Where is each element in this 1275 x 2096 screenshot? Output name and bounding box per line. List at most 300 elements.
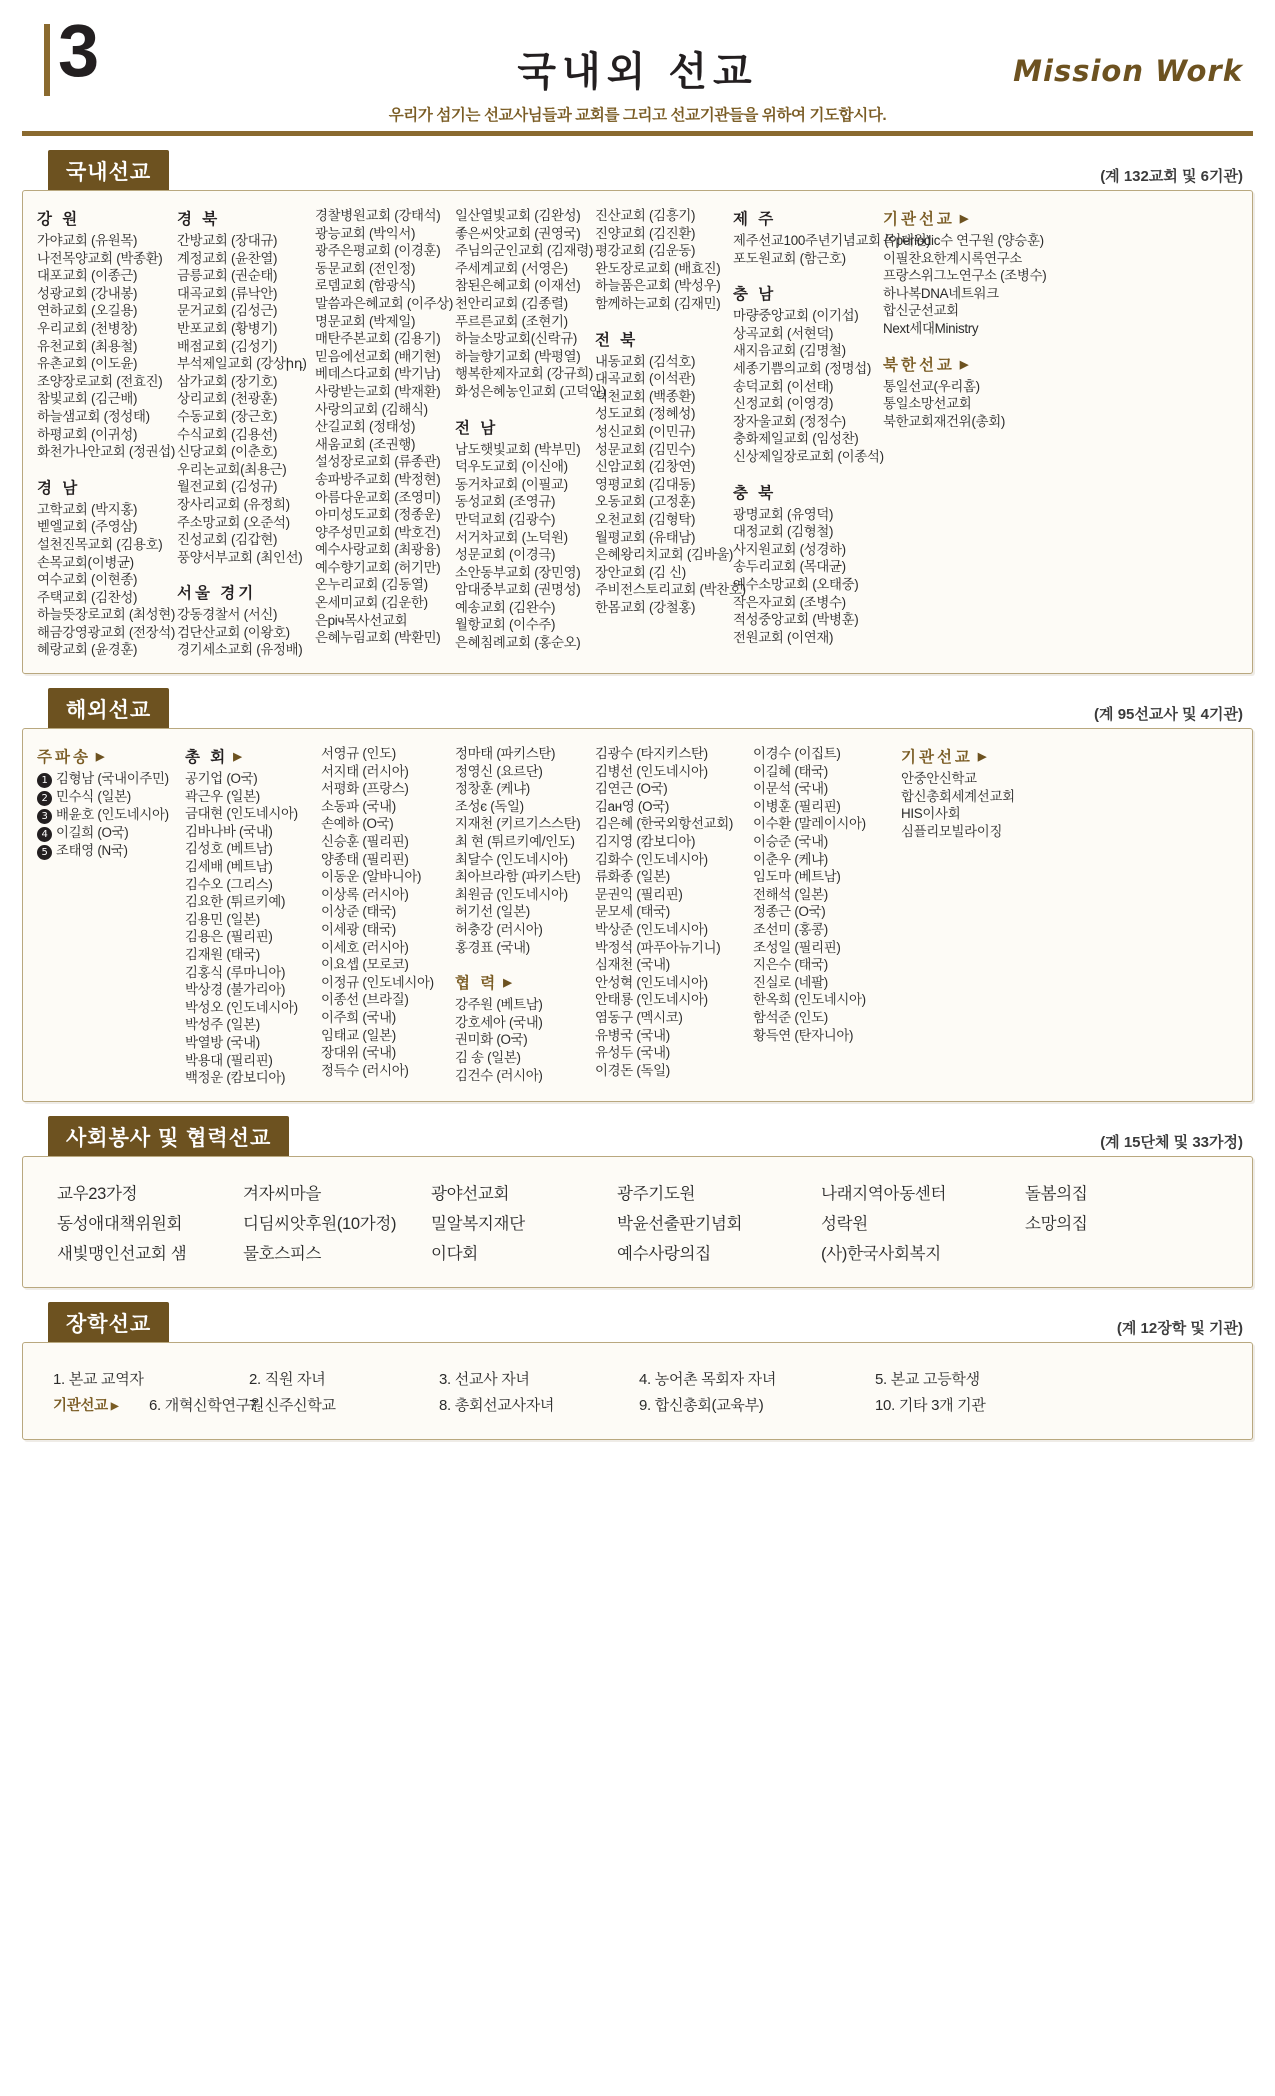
mission-entry: 김ан영 (O국) xyxy=(595,798,670,814)
mission-entry: 상곡교회 (서현덕) xyxy=(733,325,834,341)
mission-entry: 황득연 (탄자니아) xyxy=(753,1027,854,1043)
mission-entry: 최원금 (인도네시아) xyxy=(455,886,568,902)
mission-entry: 부석제일교회 (강상իդ) xyxy=(177,356,307,372)
domestic-mission-panel xyxy=(22,190,1253,674)
mission-entry: 적성중앙교회 (박병훈) xyxy=(733,612,859,628)
mission-entry: 진산교회 (김흥기) xyxy=(595,208,696,223)
group-spacer xyxy=(733,466,875,481)
mission-entry: 김연근 (O국) xyxy=(595,781,668,797)
mission-entry: 함석준 (인도) xyxy=(753,1009,828,1025)
mission-entry: 충화제일교회 (임성찬) xyxy=(733,431,859,447)
mission-entry: 손예하 (O국) xyxy=(321,816,394,832)
mission-entry: 계정교회 (윤찬열) xyxy=(177,250,278,266)
social-service-section xyxy=(22,1116,1253,1288)
mission-entry: 김병선 (인도네시아) xyxy=(595,763,708,779)
mission-column xyxy=(321,745,455,1087)
social-service-entry: 교우23가정 xyxy=(57,1184,138,1203)
group-title: 강 원 xyxy=(37,211,81,228)
mission-entry: 통일소망선교회 xyxy=(883,396,972,412)
page-number: 3 xyxy=(58,9,98,92)
scholarship-item: 4. 농어촌 목회자 자녀 xyxy=(639,1370,777,1388)
mission-entry: 안중안신학교 xyxy=(901,771,977,787)
social-service-panel xyxy=(22,1156,1253,1288)
mission-entry: 송두리교회 (목대균) xyxy=(733,559,846,575)
domestic-mission-header xyxy=(22,150,1253,190)
mission-entry: 박성주 (일본) xyxy=(185,1017,260,1033)
mission-entry: 이상록 (러시아) xyxy=(321,886,409,902)
mission-entry: 이요셉 (모로코) xyxy=(321,957,409,973)
mission-entry: 프랑스위그노연구소 (조병수) xyxy=(883,268,1047,284)
mission-entry: 대포교회 (이종근) xyxy=(37,268,138,284)
mission-entry: 신암교회 (김창연) xyxy=(595,459,696,475)
mission-entry: 검단산교회 (이왕호) xyxy=(177,624,290,640)
mission-entry: 권미화 (O국) xyxy=(455,1032,528,1048)
mission-entry xyxy=(37,788,177,806)
mission-entry: 덕천교회 (백종환) xyxy=(595,388,696,404)
group-spacer xyxy=(177,566,307,581)
mission-entry: 상리교회 (천광훈) xyxy=(177,391,278,407)
mission-entry: 소안동부교회 (장민영) xyxy=(455,564,581,580)
mission-entry: 김건수 (러시아) xyxy=(455,1067,543,1083)
mission-entry: 류화종 (일본) xyxy=(595,869,670,885)
mission-entry xyxy=(37,770,177,788)
mission-column xyxy=(455,745,595,1087)
mission-entry: 강동경찰서 (서신) xyxy=(177,607,278,623)
social-service-entry: 예수사랑의집 xyxy=(617,1244,711,1263)
mission-entry: 가야교회 (유원목) xyxy=(37,233,138,248)
mission-entry: 세종기쁨의교회 (정명섭) xyxy=(733,360,872,376)
mission-entry: 성광교회 (강내봉) xyxy=(37,285,138,301)
social-service-entry: 광야선교회 xyxy=(431,1184,510,1203)
social-service-header xyxy=(22,1116,1253,1156)
mission-entry: 금릉교회 (권순태) xyxy=(177,268,278,284)
mission-entry: 내동교회 (김석호) xyxy=(595,353,696,369)
group-title: 서울 경기 xyxy=(177,585,257,603)
mission-entry: 진성교회 (김갑현) xyxy=(177,532,278,548)
scholarship-item: 1. 본교 교역자 xyxy=(53,1370,144,1388)
mission-entry: 공기업 (O국) xyxy=(185,771,258,787)
mission-entry: 김요한 (튀르키예) xyxy=(185,894,286,910)
mission-entry: 하늘품은교회 (박성우) xyxy=(595,278,721,294)
mission-entry: 여수교회 (이현종) xyxy=(37,572,138,588)
group-spacer xyxy=(595,313,725,328)
mission-entry: 벧엘교회 (주영삼) xyxy=(37,519,138,535)
mission-entry: 김지영 (캄보디아) xyxy=(595,834,696,850)
mission-entry: 서지태 (러시아) xyxy=(321,763,409,779)
social-service-column xyxy=(243,1179,431,1269)
social-service-tab: 사회봉사 및 협력선교 xyxy=(48,1116,289,1159)
mission-entry: 삼가교회 (장기호) xyxy=(177,373,278,389)
mission-column xyxy=(185,745,321,1087)
mission-entry: 지재천 (키르기스스탄) xyxy=(455,816,581,832)
mission-entry: 주택교회 (김찬성) xyxy=(37,589,138,605)
mission-entry: 풍양서부교회 (최인선) xyxy=(177,549,303,565)
mission-entry: Next세대Ministry xyxy=(883,320,979,336)
mission-entry: 백정운 (캄보디아) xyxy=(185,1070,286,1086)
mission-entry: 하평교회 (이귀성) xyxy=(37,426,138,442)
social-service-entry: 나래지역아동센터 xyxy=(821,1184,947,1203)
group-title: 전 북 xyxy=(595,331,639,349)
group-title: 제 주 xyxy=(733,211,777,228)
domestic-mission-count: (계 132교회 및 6기관) xyxy=(1100,168,1243,185)
mission-entry: 김재원 (태국) xyxy=(185,947,260,962)
scholarship-item: 3. 선교사 자녀 xyxy=(439,1370,530,1388)
mission-entry: 신승훈 (필리핀) xyxy=(321,834,409,850)
mission-entry: 참빛교회 (김근배) xyxy=(37,391,138,407)
group-spacer xyxy=(455,401,587,416)
group-spacer xyxy=(455,956,587,971)
mission-entry: 우리논교회(최용근) xyxy=(177,461,287,477)
mission-entry: 장자울교회 (정정수) xyxy=(733,413,846,429)
mission-entry: 이경돈 (독일) xyxy=(595,1062,670,1078)
social-service-entry: 동성애대책위원회 xyxy=(57,1214,183,1233)
mission-entry: 주세계교회 (서영은) xyxy=(455,260,568,276)
mission-column xyxy=(37,207,177,659)
mission-column xyxy=(37,745,185,1087)
mission-entry: 성도교회 (정혜성) xyxy=(595,406,696,422)
mission-entry: 온누리교회 (김동열) xyxy=(315,577,428,593)
mission-entry: 대정교회 (김형철) xyxy=(733,524,834,540)
mission-entry: 대곡교회 (이석관) xyxy=(595,371,696,387)
overseas-mission-tab: 해외선교 xyxy=(48,688,169,731)
social-service-entry: 소망의집 xyxy=(1025,1214,1088,1233)
mission-entry: 하늘소망교회(신락규) xyxy=(455,331,578,347)
social-service-column xyxy=(431,1179,617,1269)
social-service-column xyxy=(1025,1179,1165,1269)
mission-entry: 이수환 (말레이시아) xyxy=(753,816,866,832)
mission-entry: 박성오 (인도네시아) xyxy=(185,999,298,1015)
mission-entry: 온세미교회 (김운한) xyxy=(315,595,428,611)
mission-entry: 말씀과은혜교회 (이주상) xyxy=(315,295,454,311)
mission-entry: 정영신 (요르단) xyxy=(455,763,543,779)
scholarship-item: 5. 본교 고등학생 xyxy=(875,1370,980,1388)
domestic-mission-tab: 국내선교 xyxy=(48,150,169,193)
scholarship-tab: 장학선교 xyxy=(48,1302,169,1345)
mission-entry: 제주선교100주년기념교회 (이대원) xyxy=(733,233,931,248)
mission-entry: 김용은 (필리핀) xyxy=(185,929,273,945)
mission-entry: 이세광 (태국) xyxy=(321,922,396,937)
entry-number-badge: 1 xyxy=(37,773,52,788)
entry-number-badge: 4 xyxy=(37,827,52,842)
mission-entry: 만덕교회 (김광수) xyxy=(455,511,556,527)
scholarship-item: 9. 합신총회(교육부) xyxy=(639,1396,764,1414)
mission-entry: 예수사랑교회 (최광융) xyxy=(315,542,441,558)
mission-entry: 유촌교회 (이도윤) xyxy=(37,356,138,372)
social-service-entry: 겨자씨마을 xyxy=(243,1184,322,1203)
entry-label: 조태영 (N국) xyxy=(56,843,128,859)
entry-number-badge: 3 xyxy=(37,809,52,824)
mission-entry: 하나복DNA네트워크 xyxy=(883,285,999,301)
mission-column xyxy=(455,207,606,659)
mission-entry: 성신교회 (이민규) xyxy=(595,423,696,439)
mission-entry: 정득수 (러시아) xyxy=(321,1062,409,1078)
mission-entry: 조양장로교회 (전효진) xyxy=(37,373,163,389)
group-title: 충 북 xyxy=(733,484,777,502)
mission-entry: HIS이사회 xyxy=(901,806,961,822)
mission-entry: 천안리교회 (김종렬) xyxy=(455,295,568,311)
mission-entry: 이세호 (러시아) xyxy=(321,939,409,955)
mission-entry: 성문교회 (김민수) xyxy=(595,441,696,457)
mission-entry: 장사리교회 (유정희) xyxy=(177,496,290,512)
mission-entry: 박상경 (불가리아) xyxy=(185,982,286,998)
mission-entry: 월평교회 (유태남) xyxy=(595,529,696,545)
social-service-entry: 광주기도원 xyxy=(617,1184,696,1203)
mission-entry: 정종근 (O국) xyxy=(753,904,826,920)
mission-column xyxy=(595,207,746,659)
mission-entry: 연하교회 (오길용) xyxy=(37,303,138,319)
mission-entry: 문모세 (태국) xyxy=(595,904,670,920)
scholarship-section xyxy=(22,1302,1253,1440)
mission-entry: 유병국 (국내) xyxy=(595,1027,670,1043)
mission-entry: 하늘샘교회 (정성태) xyxy=(37,408,150,424)
mission-entry: 완도장로교회 (배효진) xyxy=(595,260,721,276)
group-spacer xyxy=(733,267,875,282)
mission-entry: 새지음교회 (김명철) xyxy=(733,343,846,359)
mission-entry: 조성є (독일) xyxy=(455,798,524,814)
mission-entry: 반포교회 (황병기) xyxy=(177,320,278,336)
mission-entry: 문거교회 (김성근) xyxy=(177,303,278,319)
scholarship-item: 6. 개혁신학연구원 xyxy=(149,1396,265,1414)
mission-entry: 광능교회 (박익서) xyxy=(315,225,416,241)
mission-entry: 은혜침례교회 (홍순오) xyxy=(455,635,581,651)
mission-entry: 전원교회 (이연재) xyxy=(733,629,834,645)
mission-entry: 전해석 (일본) xyxy=(753,886,828,902)
mission-entry: 강주원 (베트남) xyxy=(455,997,543,1013)
mission-entry: 예수향기교회 (허기만) xyxy=(315,559,441,575)
mission-entry: 김용민 (일본) xyxy=(185,911,260,927)
mission-entry: 문권익 (필리핀) xyxy=(595,886,683,902)
mission-column xyxy=(883,207,1061,659)
social-service-column xyxy=(617,1179,821,1269)
mission-entry: 설성장로교회 (류종관) xyxy=(315,454,441,470)
mission-entry: 목periodic수 연구원 (양승훈) xyxy=(883,233,1044,248)
mission-entry: 허기선 (일본) xyxy=(455,904,530,920)
mission-entry: 고학교회 (박지홍) xyxy=(37,501,138,517)
mission-entry: 한옥희 (인도네시아) xyxy=(753,992,866,1008)
mission-column xyxy=(315,207,455,659)
mission-entry: 광주은평교회 (이경훈) xyxy=(315,243,441,259)
mission-entry: 최아브라함 (파키스탄) xyxy=(455,869,581,885)
mission-entry: 해금강영광교회 (전장석) xyxy=(37,624,176,640)
mission-entry: 일산열빛교회 (김완성) xyxy=(455,208,581,223)
mission-entry: 진양교회 (김진환) xyxy=(595,225,696,241)
mission-entry: 정창훈 (케냐) xyxy=(455,781,530,797)
mission-entry: 최 현 (튀르키예/인도) xyxy=(455,834,575,850)
mission-entry: 신상제일장로교회 (이종석) xyxy=(733,448,884,464)
mission-entry: 한몸교회 (강철홍) xyxy=(595,599,696,615)
mission-entry: 하늘향기교회 (박평열) xyxy=(455,348,581,364)
overseas-mission-header xyxy=(22,688,1253,728)
mission-entry: 김은혜 (한국외항선교회) xyxy=(595,816,734,832)
mission-entry: 행복한제자교회 (강규희) xyxy=(455,366,594,382)
mission-entry: 안태룡 (인도네시아) xyxy=(595,992,708,1008)
mission-entry: 김세배 (베트남) xyxy=(185,859,273,875)
scholarship-count: (계 12장학 및 기관) xyxy=(1116,1319,1243,1337)
social-service-entry: (사)한국사회복지 xyxy=(821,1244,941,1263)
mission-entry xyxy=(37,842,177,860)
mission-entry: 서영규 (인도) xyxy=(321,746,396,762)
mission-entry: 이병훈 (필리핀) xyxy=(753,798,841,814)
group-spacer xyxy=(37,461,169,476)
page-title: 국내외 선교 xyxy=(517,50,758,94)
mission-entry: 박정석 (파푸아뉴기니) xyxy=(595,939,721,955)
mission-entry: 박용대 (필리핀) xyxy=(185,1052,273,1068)
mission-entry: 임도마 (베트남) xyxy=(753,869,841,885)
scholarship-header xyxy=(22,1302,1253,1342)
mission-entry: 신정교회 (이영경) xyxy=(733,396,834,412)
mission-entry: 조선미 (홍콩) xyxy=(753,922,828,937)
mission-entry: 은річ목사선교회 xyxy=(315,612,408,628)
mission-entry: 이길혜 (태국) xyxy=(753,763,828,779)
mission-entry: 박상준 (인도네시아) xyxy=(595,922,708,937)
overseas-mission-panel xyxy=(22,728,1253,1102)
social-service-entry: 이다회 xyxy=(431,1244,478,1263)
mission-entry: 양종태 (필리핀) xyxy=(321,851,409,867)
mission-entry: 마량중앙교회 (이기섭) xyxy=(733,308,859,324)
mission-entry: 양주성민교회 (박호건) xyxy=(315,524,441,540)
mission-entry: 이춘우 (케냐) xyxy=(753,851,828,867)
group-title: 전 남 xyxy=(455,419,499,437)
mission-entry: 나전목양교회 (박종환) xyxy=(37,250,163,266)
mission-entry: 소동파 (국내) xyxy=(321,798,396,814)
scholarship-row xyxy=(53,1367,1222,1393)
mission-entry: 아미성도교회 (정종운) xyxy=(315,507,441,523)
mission-entry: 사지원교회 (성경하) xyxy=(733,541,846,557)
mission-entry: 은혜왕리치교회 (김바울) xyxy=(595,547,734,563)
mission-entry: 지은수 (태국) xyxy=(753,957,828,973)
mission-entry: 허충강 (러시아) xyxy=(455,922,543,937)
mission-entry: 동성교회 (조영규) xyxy=(455,494,556,510)
mission-entry: 화천가나안교회 (정권섭) xyxy=(37,444,176,460)
mission-column xyxy=(595,745,753,1087)
group-title: 주파송 ▶ xyxy=(37,745,177,767)
social-service-column xyxy=(57,1179,243,1269)
social-service-entry: 돌봄의집 xyxy=(1025,1184,1088,1203)
mission-entry: 김화수 (인도네시아) xyxy=(595,851,708,867)
mission-entry: 포도원교회 (함근호) xyxy=(733,250,846,266)
domestic-mission-columns xyxy=(37,207,1238,659)
mission-entry: 수동교회 (장근호) xyxy=(177,408,278,424)
mission-entry: 작은자교회 (조병수) xyxy=(733,594,846,610)
mission-column xyxy=(753,745,901,1087)
mission-entry: 남도햇빛교회 (박부민) xyxy=(455,441,581,457)
mission-entry: 서거차교회 (노덕원) xyxy=(455,529,568,545)
mission-entry: 성문교회 (이경극) xyxy=(455,547,556,563)
mission-entry: 영평교회 (김대동) xyxy=(595,476,696,492)
mission-entry: 주소망교회 (오준석) xyxy=(177,514,290,530)
entry-label: 이길희 (O국) xyxy=(56,825,129,841)
mission-entry: 참된은혜교회 (이재선) xyxy=(455,278,581,294)
mission-entry: 오동교회 (고정훈) xyxy=(595,494,696,510)
mission-entry: 강호세아 (국내) xyxy=(455,1014,543,1030)
mission-entry: 은혜누림교회 (박환민) xyxy=(315,630,441,646)
mission-entry: 손목교회(이병균) xyxy=(37,554,134,570)
mission-entry: 암대중부교회 (권명성) xyxy=(455,582,581,598)
mission-entry: 평강교회 (김운동) xyxy=(595,243,696,259)
mission-entry: 서평화 (프랑스) xyxy=(321,781,409,797)
mission-entry: 이종선 (브라질) xyxy=(321,992,409,1008)
social-service-entry: 새빛맹인선교회 샘 xyxy=(57,1244,187,1263)
mission-entry: 함께하는교회 (김재민) xyxy=(595,295,721,311)
mission-entry: 사랑의교회 (김해식) xyxy=(315,401,428,417)
mission-entry: 경찰병원교회 (강태석) xyxy=(315,208,441,223)
mission-entry: 이문석 (국내) xyxy=(753,781,828,797)
mission-entry: 산길교회 (정태성) xyxy=(315,419,416,435)
mission-entry: 우리교회 (천병창) xyxy=(37,320,138,336)
mission-entry: 조성일 (필리핀) xyxy=(753,939,841,955)
mission-entry: 북한교회재건위(총회) xyxy=(883,413,1006,429)
mission-entry: 유천교회 (최용철) xyxy=(37,338,138,354)
entry-label: 민수식 (일본) xyxy=(56,789,131,805)
mission-entry: 주님의군인교회 (김재령) xyxy=(455,243,594,259)
mission-entry: 설천진목교회 (김용호) xyxy=(37,536,163,552)
mission-entry: 곽근우 (일본) xyxy=(185,788,260,804)
page-title-english: Mission Work xyxy=(1013,54,1243,88)
mission-entry: 예수소망교회 (오태중) xyxy=(733,576,859,592)
mission-entry: 진실로 (네팔) xyxy=(753,974,828,990)
mission-entry: 믿음에선교회 (배기현) xyxy=(315,348,441,364)
mission-column xyxy=(177,207,315,659)
mission-entry: 김 송 (일본) xyxy=(455,1049,521,1065)
overseas-mission-columns xyxy=(37,745,1238,1087)
scholarship-item: 10. 기타 3개 기관 xyxy=(875,1396,986,1414)
overseas-mission-count: (계 95선교사 및 4기관) xyxy=(1094,706,1243,724)
mission-entry: 새움교회 (조권행) xyxy=(315,436,416,452)
mission-entry: 임태교 (일본) xyxy=(321,1027,396,1043)
mission-entry xyxy=(37,806,177,824)
mission-entry: 이경수 (이집트) xyxy=(753,746,841,762)
mission-entry: 송덕교회 (이선태) xyxy=(733,378,834,394)
mission-entry: 김수오 (그리스) xyxy=(185,876,273,892)
mission-entry: 유성두 (국내) xyxy=(595,1045,670,1061)
mission-entry: 김홍식 (루마니아) xyxy=(185,964,286,980)
social-service-entry: 성락원 xyxy=(821,1214,868,1233)
entry-label: 배윤호 (인도네시아) xyxy=(56,807,169,823)
mission-column xyxy=(901,745,1087,1087)
mission-entry: 광명교회 (유영덕) xyxy=(733,506,834,522)
mission-entry: 주비전스토리교회 (박찬호) xyxy=(595,582,746,598)
mission-entry: 김성호 (베트남) xyxy=(185,841,273,857)
page-subtitle: 우리가 섬기는 선교사님들과 교회를 그리고 선교기관들을 위하여 기도합시다. xyxy=(388,107,887,124)
group-title: 협 력 ▶ xyxy=(455,971,587,993)
mission-entry: 매탄주본교회 (김용기) xyxy=(315,331,441,347)
mission-entry: 심재천 (국내) xyxy=(595,957,670,973)
mission-entry: 심플리모빌라이징 xyxy=(901,823,1003,839)
mission-entry: 합신총회세계선교회 xyxy=(901,788,1015,804)
mission-entry: 푸르른교회 (조현기) xyxy=(455,313,568,329)
mission-entry: 좋은씨앗교회 (권영국) xyxy=(455,225,581,241)
group-title: 총 회 ▶ xyxy=(185,745,313,767)
mission-entry: 동거차교회 (이필교) xyxy=(455,476,568,492)
mission-entry: 이동운 (알바니아) xyxy=(321,869,422,885)
mission-entry: 혜랑교회 (윤경훈) xyxy=(37,642,138,658)
group-title: 기관선교 ▶ xyxy=(883,207,1053,229)
mission-entry: 사랑받는교회 (박재환) xyxy=(315,383,441,399)
social-service-column xyxy=(821,1179,1025,1269)
mission-entry: 송파방주교회 (박정현) xyxy=(315,471,441,487)
mission-entry: 배점교회 (김성기) xyxy=(177,338,278,354)
social-service-columns xyxy=(37,1173,1238,1273)
scholarship-agency-tag: 기관선교 ▶ xyxy=(53,1394,149,1415)
mission-entry: 베데스다교회 (박기남) xyxy=(315,366,441,382)
mission-entry: 대곡교회 (류낙안) xyxy=(177,285,278,301)
mission-entry: 신당교회 (이춘호) xyxy=(177,444,278,460)
mission-entry: 오천교회 (김형탁) xyxy=(595,511,696,527)
mission-entry: 이주희 (국내) xyxy=(321,1009,396,1025)
group-title: 기관선교 ▶ xyxy=(901,745,1079,767)
group-title: 경 남 xyxy=(37,479,81,497)
overseas-mission-section xyxy=(22,688,1253,1102)
